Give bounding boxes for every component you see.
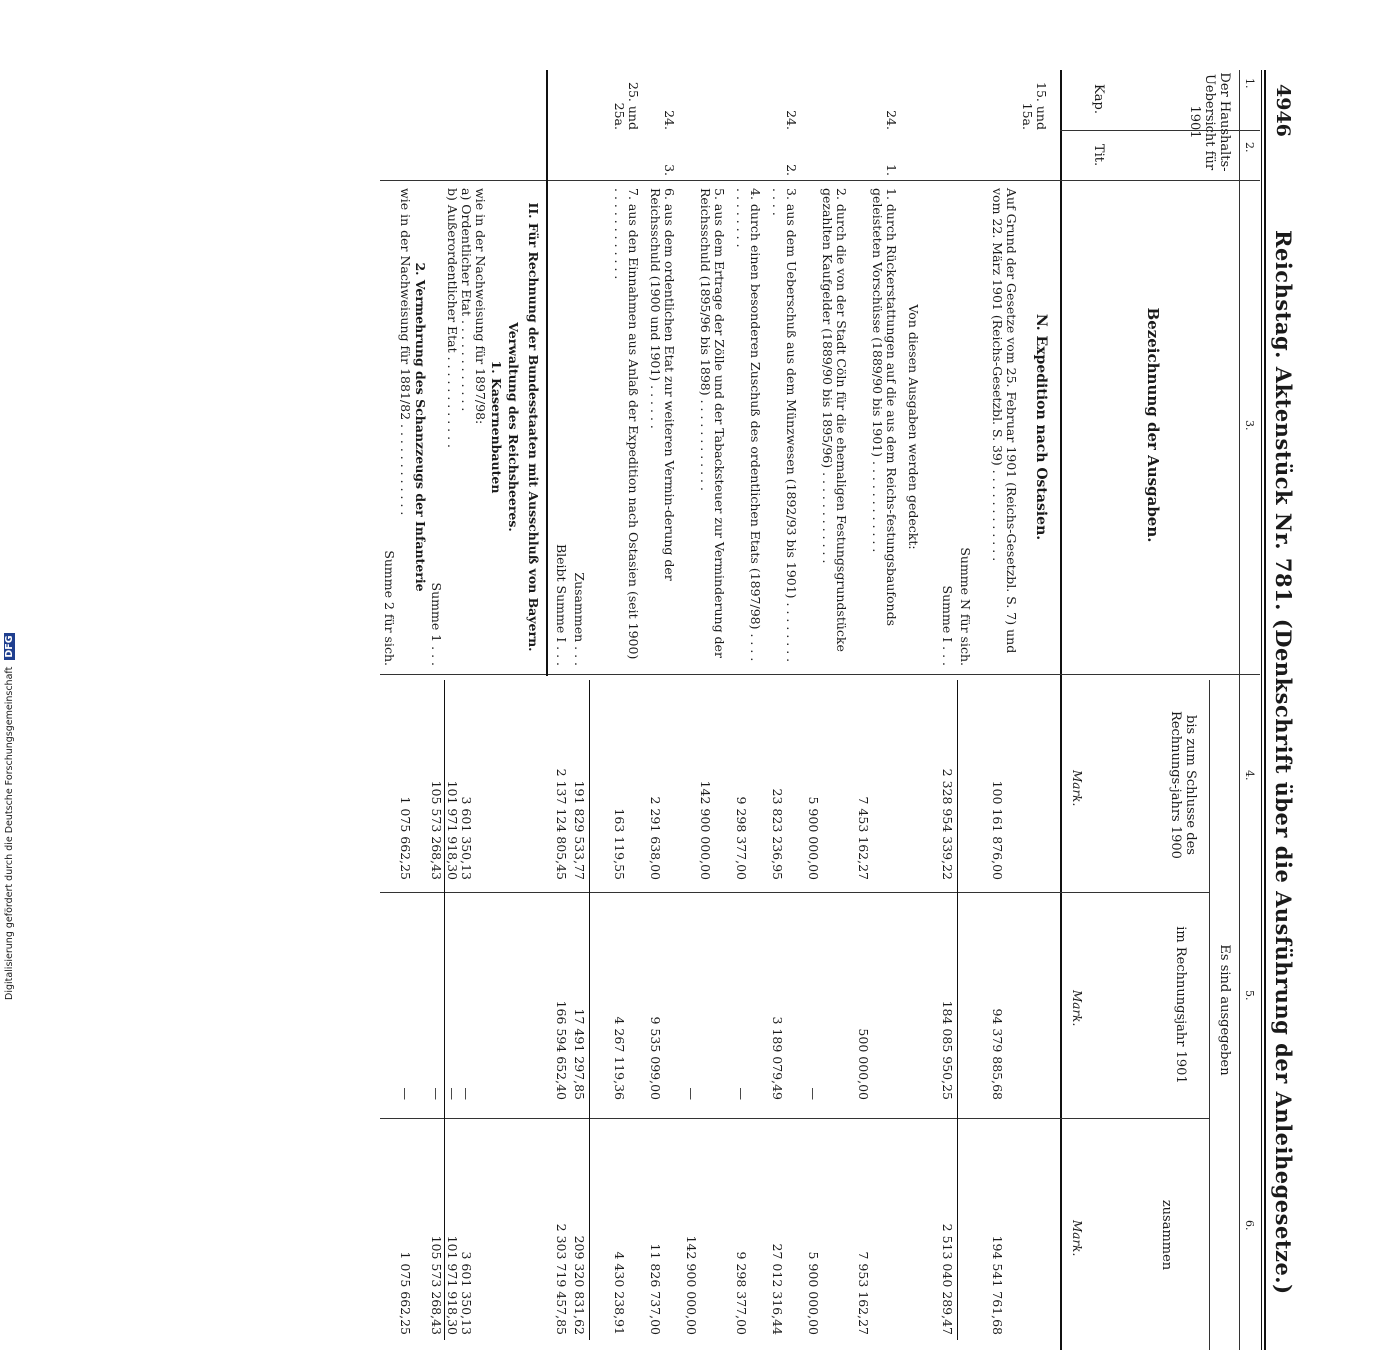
row-kap: 24. bbox=[784, 110, 799, 130]
header-bezeichnung: Bezeichnung der Ausgaben. bbox=[1144, 307, 1162, 543]
column-number-6: 6. bbox=[1243, 1220, 1256, 1231]
row-col6: 1 075 662,25 bbox=[398, 1251, 413, 1335]
row-text: Summe I . . . bbox=[940, 585, 955, 666]
row-col6: 7 953 162,27 bbox=[856, 1251, 871, 1335]
row-col5: 17 491 297,85 bbox=[572, 1008, 587, 1100]
header-col5: im Rechnungsjahr 1901 bbox=[1173, 926, 1188, 1084]
row-text: 6. aus dem ordentlichen Etat zur weiteren Vermin-derung der Reichsschuld (1900 und 1901) . . . . . . bbox=[648, 188, 677, 581]
digitization-note: Digitalisierung gefördert durch die Deutsche Forschungsgemeinschaft bbox=[4, 666, 15, 1000]
col-divider-2 bbox=[380, 180, 1260, 181]
row-text: Auf Grund der Gesetze vom 25. Februar 1901 (Reichs-Gesetzbl. S. 7) und vom 22. März 1901 (Reichs-Gesetzbl. S. 39) . . . . . . . . . . . . bbox=[990, 188, 1019, 654]
row-tit: 3. bbox=[662, 164, 677, 176]
row-col5: 500 000,00 bbox=[856, 1028, 871, 1100]
row-kap: 24. bbox=[662, 110, 677, 130]
row-text: II. Für Rechnung der Bundesstaaten mit Ausschluß von Bayern. bbox=[526, 202, 541, 652]
row-col4: 7 453 162,27 bbox=[856, 796, 871, 880]
row-col4: 105 573 268,43 bbox=[429, 780, 444, 880]
running-header bbox=[1270, 70, 1298, 1350]
row-col5: — bbox=[806, 1087, 821, 1100]
row-col6: 105 573 268,43 bbox=[429, 1235, 444, 1335]
row-col4: 3 601 350,13 bbox=[459, 796, 474, 880]
row-col6: 2 513 040 289,47 bbox=[940, 1223, 955, 1335]
header-rule-thin bbox=[1261, 70, 1262, 1350]
row-text: N. Expedition nach Ostasien. bbox=[1033, 313, 1049, 541]
row-text: wie in der Nachweisung für 1881/82 . . . . . . . . . . . . bbox=[398, 188, 413, 516]
column-number-5: 5. bbox=[1243, 990, 1256, 1001]
row-col4: 101 971 918,30 bbox=[445, 780, 460, 880]
unit-col6: Mark. bbox=[1070, 1220, 1084, 1257]
row-text: Summe 2 für sich. bbox=[382, 550, 397, 666]
row-text: Verwaltung des Reichsheeres. bbox=[506, 322, 521, 532]
row-kap: 25. und 25a. bbox=[612, 82, 641, 130]
row-col6: 9 298 377,00 bbox=[734, 1251, 749, 1335]
row-text: Bleibt Summe I . . . bbox=[554, 543, 569, 666]
table-header-rule bbox=[1060, 70, 1062, 1350]
header-col4: bis zum Schlusse des Rechnungs-jahrs 1900 bbox=[1168, 711, 1198, 859]
row-col4: 100 161 876,00 bbox=[990, 780, 1005, 880]
row-col4: 2 137 124 805,45 bbox=[554, 768, 569, 880]
row-text: Zusammen . . . bbox=[572, 572, 587, 666]
row-col5: 9 535 099,00 bbox=[648, 1016, 663, 1100]
row-text: wie in der Nachweisung für 1897/98: bbox=[473, 188, 488, 425]
header-kap: Kap. bbox=[1091, 84, 1106, 114]
row-kap: 24. bbox=[884, 110, 899, 130]
row-text: 1. Kasernenbauten bbox=[489, 360, 504, 494]
row-col6: 2 303 719 457,85 bbox=[554, 1223, 569, 1335]
row-col5: 184 085 950,25 bbox=[940, 1000, 955, 1100]
row-col4: 2 328 954 339,22 bbox=[940, 768, 955, 880]
row-col5: 3 189 079,49 bbox=[770, 1016, 785, 1100]
row-kap: 15. und 15a. bbox=[1020, 82, 1049, 130]
row-col6: 27 012 316,44 bbox=[770, 1243, 785, 1335]
row-text: Summe N für sich. bbox=[958, 547, 973, 666]
row-text: Von diesen Ausgaben werden gedeckt: bbox=[906, 304, 921, 550]
column-number-4: 4. bbox=[1243, 770, 1256, 781]
row-col6: 194 541 761,68 bbox=[990, 1235, 1005, 1335]
col-divider-5 bbox=[380, 1118, 1210, 1119]
row-col4: 142 900 000,00 bbox=[698, 780, 713, 880]
row-text: 7. aus den Einnahmen aus Anlaß der Expedition nach Ostasien (seit 1900) . . . . . . . . . . . . bbox=[612, 188, 641, 660]
row-col5: 4 267 119,36 bbox=[612, 1016, 627, 1100]
unit-col4: Mark. bbox=[1070, 770, 1084, 807]
row-col5: — bbox=[445, 1087, 460, 1100]
row-col5: — bbox=[429, 1087, 444, 1100]
rotated-document-page bbox=[378, 70, 1298, 1350]
row-col5: — bbox=[459, 1087, 474, 1100]
column-number-rule bbox=[1239, 70, 1240, 1350]
row-col6: 209 320 831,62 bbox=[572, 1235, 587, 1335]
row-tit: 2. bbox=[784, 164, 799, 176]
header-col6: zusammen bbox=[1159, 1199, 1174, 1271]
row-col4: 9 298 377,00 bbox=[734, 796, 749, 880]
row-col4: 2 291 638,00 bbox=[648, 796, 663, 880]
row-col5: 94 379 885,68 bbox=[990, 1008, 1005, 1100]
row-col6: 3 601 350,13 bbox=[459, 1251, 474, 1335]
col-divider-1 bbox=[1060, 130, 1260, 131]
row-text: Summe 1 . . . bbox=[429, 582, 444, 666]
row-col4: 1 075 662,25 bbox=[398, 796, 413, 880]
row-col4: 5 900 000,00 bbox=[806, 796, 821, 880]
row-tit: 1. bbox=[884, 164, 899, 176]
row-text: b) Außerordentlicher Etat . . . . . . . . . . . . bbox=[445, 188, 460, 449]
row-col4: 191 829 533,77 bbox=[572, 780, 587, 880]
dfg-logo: DFG bbox=[4, 635, 15, 658]
row-text: 1. durch Rückerstattungen auf die aus dem Reichs-festungsbaufonds geleisteten Vorschüsse (1889/90 bis 1901) . . . . . . . . . . . . bbox=[870, 188, 899, 627]
row-text: 5. aus dem Ertrage der Zölle und der Tabacksteuer zur Verminderung der Reichsschuld (1895/96 bis 1898) . . . . . . . . . . . . bbox=[698, 188, 727, 658]
row-text: 2. durch die von der Stadt Cöln für die ehemaligen Festungsgrundstücke gezahlten Kaufgelder (1889/90 bis 1895/96) . . . . . . . . . . . . bbox=[820, 188, 849, 652]
row-text: 3. aus dem Ueberschuß aus dem Münzwesen (1892/93 bis 1901) . . . . . . . . . . . . bbox=[770, 188, 799, 663]
row-text: 4. durch einen besonderen Zuschuß des ordentlichen Etats (1897/98) . . . . . . . . . . . . bbox=[734, 188, 763, 662]
col-divider-3 bbox=[380, 674, 1260, 675]
sum-rule bbox=[589, 680, 590, 1340]
header-group-rule bbox=[1209, 680, 1210, 1350]
row-col6: 11 826 737,00 bbox=[648, 1243, 663, 1335]
row-text: 2. Vermehrung des Schanzzeugs der Infanterie bbox=[413, 262, 428, 592]
row-col4: 23 823 236,95 bbox=[770, 788, 785, 880]
row-col6: 4 430 238,91 bbox=[612, 1251, 627, 1335]
header-haushalt: Der Haushalts-Uebersicht für 1901 bbox=[1187, 72, 1232, 172]
section-rule bbox=[546, 70, 548, 676]
unit-col5: Mark. bbox=[1070, 990, 1084, 1027]
row-col5: — bbox=[398, 1087, 413, 1100]
header-group: Es sind ausgegeben bbox=[1217, 944, 1232, 1076]
sum-rule bbox=[444, 680, 445, 1340]
row-text: a) Ordentlicher Etat . . . . . . . . . . . . bbox=[459, 188, 474, 412]
column-number-3: 3. bbox=[1243, 420, 1256, 431]
row-col5: 166 594 652,40 bbox=[554, 1000, 569, 1100]
row-col6: 101 971 918,30 bbox=[445, 1235, 460, 1335]
page-number: 4946 bbox=[1272, 84, 1294, 137]
running-title: Reichstag. Aktenstück Nr. 781. (Denkschrift über die Ausführung der Anleihegesetze.) bbox=[1271, 230, 1296, 1295]
column-number-2: 2. bbox=[1243, 142, 1256, 153]
row-col6: 5 900 000,00 bbox=[806, 1251, 821, 1335]
row-col5: — bbox=[684, 1087, 699, 1100]
row-col4: 163 119,55 bbox=[612, 808, 627, 880]
digitization-footer bbox=[4, 600, 20, 1000]
row-col5: — bbox=[734, 1087, 749, 1100]
header-tit: Tit. bbox=[1091, 143, 1106, 167]
col-divider-4 bbox=[380, 892, 1210, 893]
column-number-1: 1. bbox=[1243, 78, 1256, 89]
row-col6: 142 900 000,00 bbox=[684, 1235, 699, 1335]
header-rule bbox=[1264, 70, 1266, 1350]
sum-rule bbox=[957, 680, 958, 1340]
